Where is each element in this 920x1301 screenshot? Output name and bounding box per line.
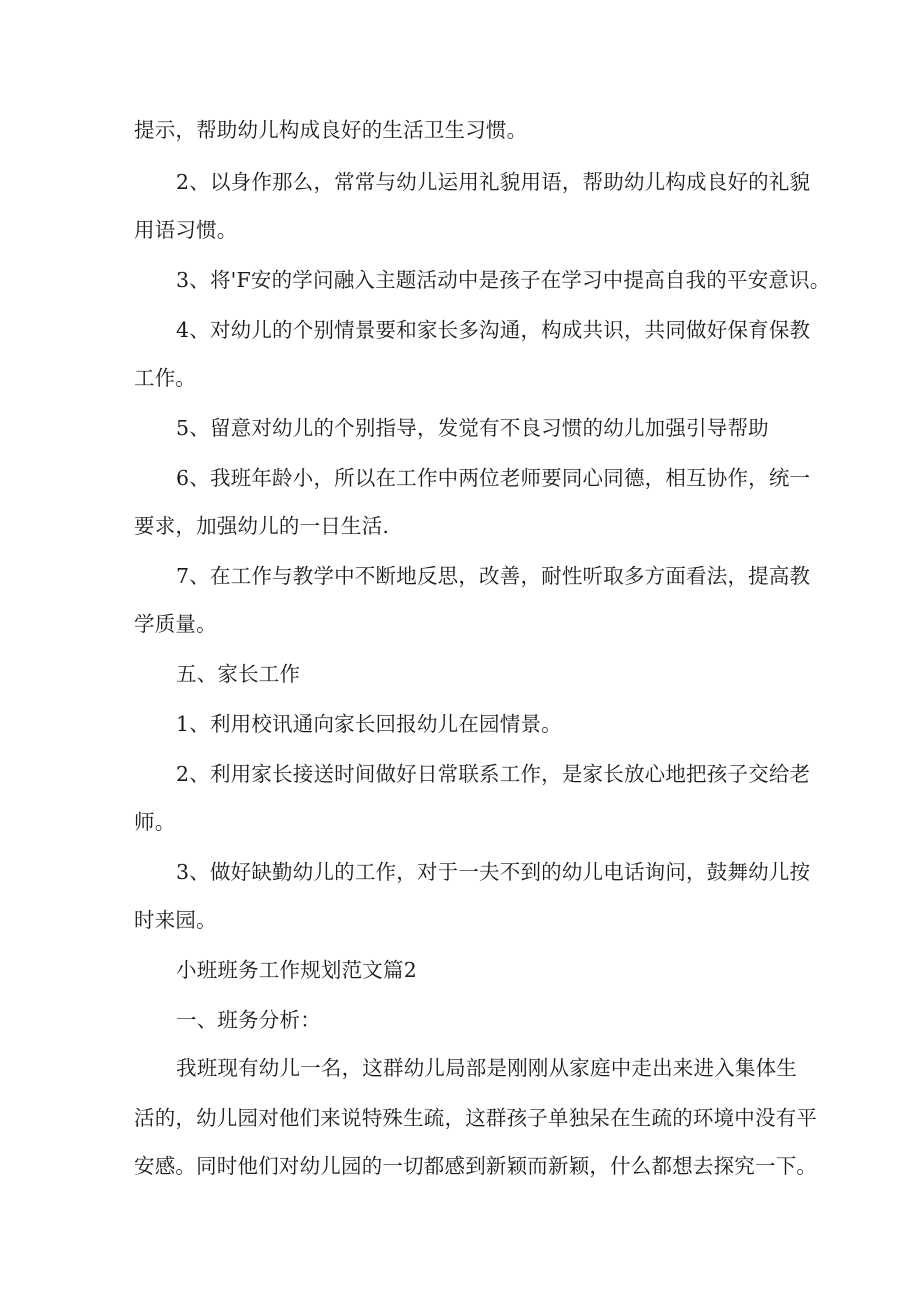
text-line: 安感。同时他们对幼儿园的一切都感到新颖而新颖，什么都想去探究一下。 [134, 1154, 818, 1178]
section-heading: 五、家长工作 [176, 662, 301, 686]
text-line: 师。 [134, 810, 176, 834]
document-title: 小班班务工作规划范文篇2 [176, 958, 417, 982]
text-line: 3、做好缺勤幼儿的工作，对于一夫不到的幼儿电话询问，鼓舞幼儿按 [176, 860, 811, 884]
text-line: 1、利用校讯通向家长回报幼儿在园情景。 [176, 712, 562, 736]
text-line: 时来园。 [134, 908, 217, 932]
section-heading: 一、班务分析： [176, 1008, 321, 1032]
text-line: 5、留意对幼儿的个别指导，发觉有不良习惯的幼儿加强引导帮助 [176, 416, 769, 440]
text-line: 工作。 [134, 366, 197, 390]
text-line: 2、以身作那么，常常与幼儿运用礼貌用语，帮助幼儿构成良好的礼貌 [176, 170, 811, 194]
text-line: 用语习惯。 [134, 218, 238, 242]
text-line: 学质量。 [134, 612, 217, 636]
text-line: 要求，加强幼儿的一日生活. [134, 514, 390, 538]
text-line: 4、对幼儿的个别情景要和家长多沟通，构成共识，共同做好保育保教 [176, 318, 811, 342]
text-line: 2、利用家长接送时间做好日常联系工作，是家长放心地把孩子交给老 [176, 762, 811, 786]
text-line: 3、将'F安的学问融入主题活动中是孩子在学习中提高自我的平安意识。 [176, 268, 831, 292]
text-line: 6、我班年龄小，所以在工作中两位老师要同心同德，相互协作，统一 [176, 466, 811, 490]
text-line: 我班现有幼儿一名，这群幼儿局部是刚刚从家庭中走出来进入集体生 [176, 1056, 797, 1080]
text-line: 7、在工作与教学中不断地反思，改善，耐性听取多方面看法，提高教 [176, 564, 811, 588]
text-line: 提示，帮助幼儿构成良好的生活卫生习惯。 [134, 118, 528, 142]
text-line: 活的，幼儿园对他们来说特殊生疏，这群孩子单独呆在生疏的环境中没有平 [134, 1106, 818, 1130]
